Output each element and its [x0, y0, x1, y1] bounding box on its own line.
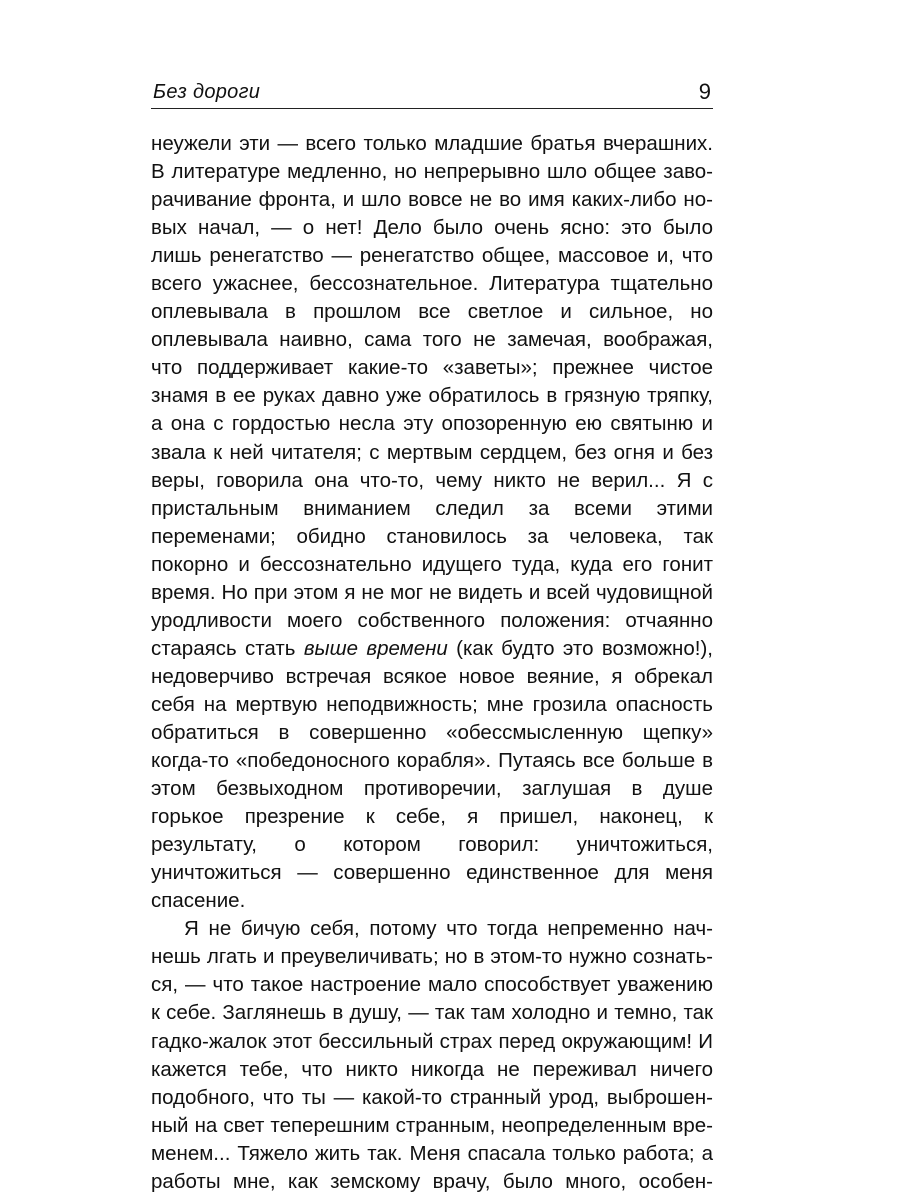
- paragraph-1-text-b: (как будто это возможно!), недоверчиво встречая всякое новое веяние, я обрекал себя на мертвую неподвижность; мне грозила опасность обратиться в совершенно «обессмысленную щепку» когда-то «победоносного корабля». Путаясь все больше в этом безвыходном противоречии, заглушая в душе горькое презрение к себе, я пришел, наконец, к результату, о котором говорил: уничтожиться, уничтожиться — совершенно единственное для меня спасение.: [151, 636, 713, 913]
- page-number: 9: [698, 79, 711, 104]
- running-title: Без дороги: [153, 81, 261, 103]
- body-text: [151, 130, 713, 1196]
- paragraph-1: [151, 130, 713, 915]
- paragraph-1-text-a: неужели эти — всего только младшие братья вчерашних. В литературе медленно, но непрерывно шло общее заворачивание фронта, и шло вовсе не во имя каких-либо новых начал, — о нет! Дело было очень ясно: это было лишь ренегатство — ренегатство общее, массовое и, что всего ужаснее, бессознательное. Литература тщательно оплевывала в прошлом все светлое и сильное, но оплевывала наивно, сама того не замечая, воображая, что поддерживает какие-то «заветы»; прежнее чистое знамя в ее руках давно уже обратилось в грязную тряпку, а она с гордостью несла эту опозоренную ею святыню и звала к ней читателя; с мертвым сердцем, без огня и без веры, говорила она что-то, чему никто не верил... Я с пристальным вниманием следил за всеми этими переменами; обидно становилось за человека, так покорно и бессознательно идущего туда, куда его гонит время. Но при этом я не мог не видеть и всей чудовищной уродливости моего собственного положения: отчаянно стараясь стать: [151, 132, 713, 660]
- running-header: [151, 78, 713, 109]
- paragraph-1-emphasis: выше времени: [303, 636, 448, 660]
- paragraph-2: Я не бичую себя, потому что тогда непременно начнешь лгать и преувеличивать; но в этом-то нужно сознаться, — что такое настроение мало способствует уважению к себе. Заглянешь в душу, — так там холодно и темно, так гадко-жалок этот бессильный страх перед окружающим! И кажется тебе, что никто никогда не переживал ничего подобного, что ты — какой-то странный урод, выброшенный на свет теперешним странным, неопределенным временем... Тяжело жить так. Меня спасала только работа; а работы мне, как земскому врачу, было много, особен-: [151, 917, 713, 1193]
